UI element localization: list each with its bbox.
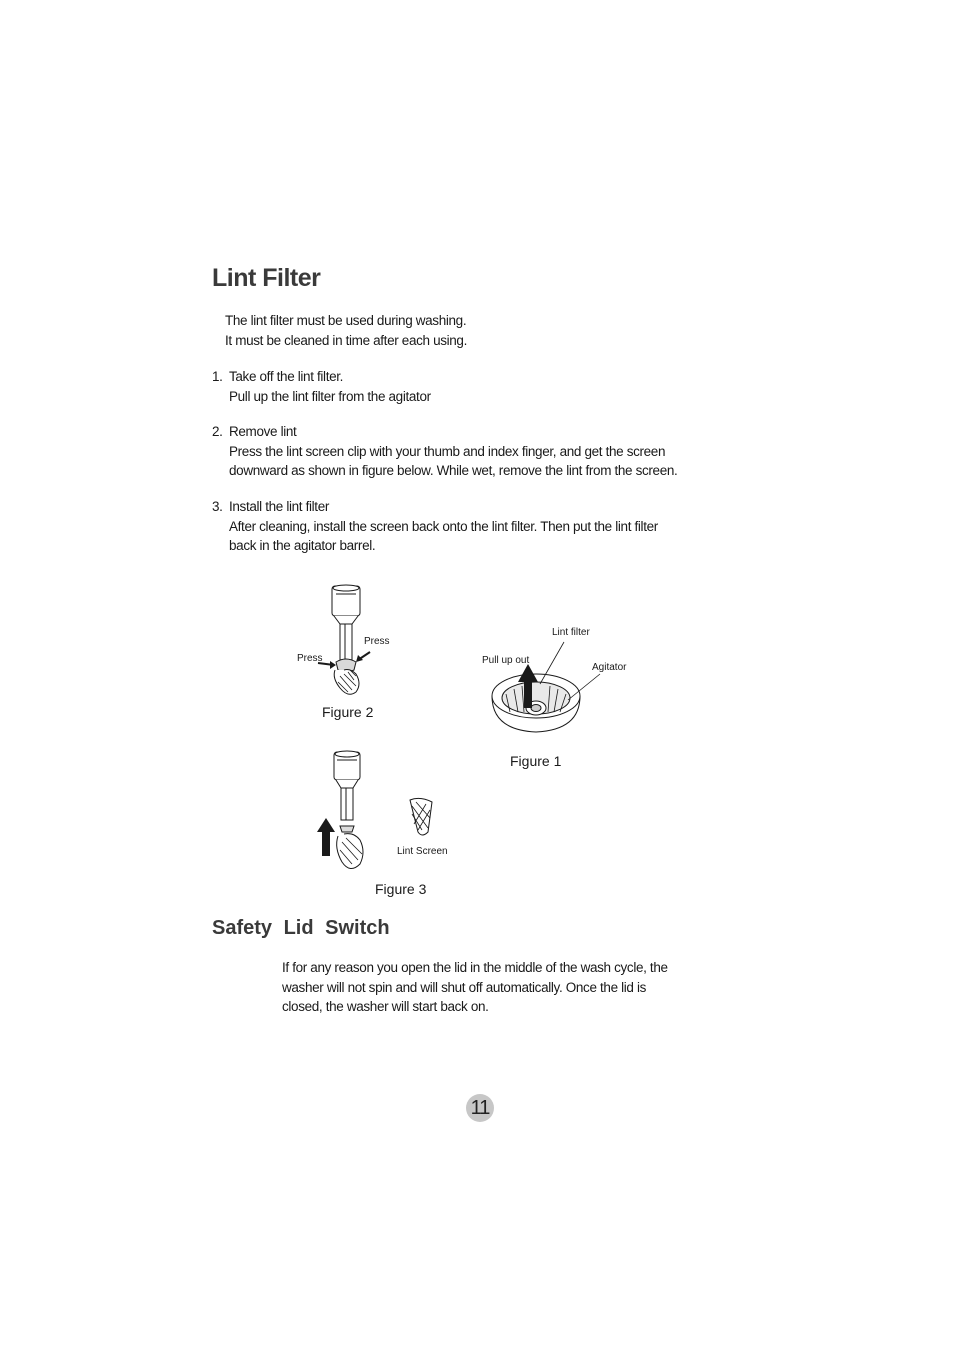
step-1 — [212, 367, 732, 407]
section-heading: Safety Lid Switch — [212, 917, 390, 939]
step-body-line: Pull up the lint filter from the agitator — [229, 388, 431, 404]
step-number: 2. — [212, 424, 223, 439]
label-lint-screen: Lint Screen — [397, 846, 448, 857]
step-3 — [212, 497, 742, 557]
step-number: 3. — [212, 499, 223, 514]
label-lint-filter: Lint filter — [552, 627, 590, 638]
page-title: Lint Filter — [212, 264, 321, 292]
figure-1-caption: Figure 1 — [510, 753, 562, 769]
step-body-line: downward as shown in figure below. While wet, remove the lint from the screen. — [229, 463, 678, 478]
step-body-line: Press the lint screen clip with your thumb and index finger, and get the screen — [229, 443, 666, 459]
lid-switch-line: closed, the washer will start back on. — [282, 999, 489, 1014]
step-number: 1. — [212, 369, 223, 384]
intro-text — [225, 311, 467, 350]
label-press-left: Press — [297, 653, 323, 664]
step-2 — [212, 422, 742, 482]
step-title: Install the lint filter — [229, 499, 329, 514]
step-body-line: After cleaning, install the screen back onto the lint filter. Then put the lint filter — [229, 518, 658, 534]
label-agitator: Agitator — [592, 662, 627, 673]
label-press-right: Press — [364, 636, 390, 647]
page-number: 11 — [466, 1094, 494, 1122]
figure-3-caption: Figure 3 — [375, 881, 427, 897]
lid-switch-text — [282, 958, 668, 1017]
label-pull-up-out: Pull up out — [482, 655, 530, 666]
figure-3-illustration — [314, 748, 444, 878]
step-title: Remove lint — [229, 424, 297, 439]
step-title: Take off the lint filter. — [229, 369, 344, 384]
lid-switch-line: If for any reason you open the lid in the middle of the wash cycle, the — [282, 960, 668, 975]
intro-line: The lint filter must be used during washing. — [225, 313, 467, 328]
intro-line: It must be cleaned in time after each using. — [225, 332, 467, 348]
figure-2-caption: Figure 2 — [322, 704, 374, 720]
lid-switch-line: washer will not spin and will shut off automatically. Once the lid is — [282, 979, 647, 995]
step-body-line: back in the agitator barrel. — [229, 538, 376, 553]
